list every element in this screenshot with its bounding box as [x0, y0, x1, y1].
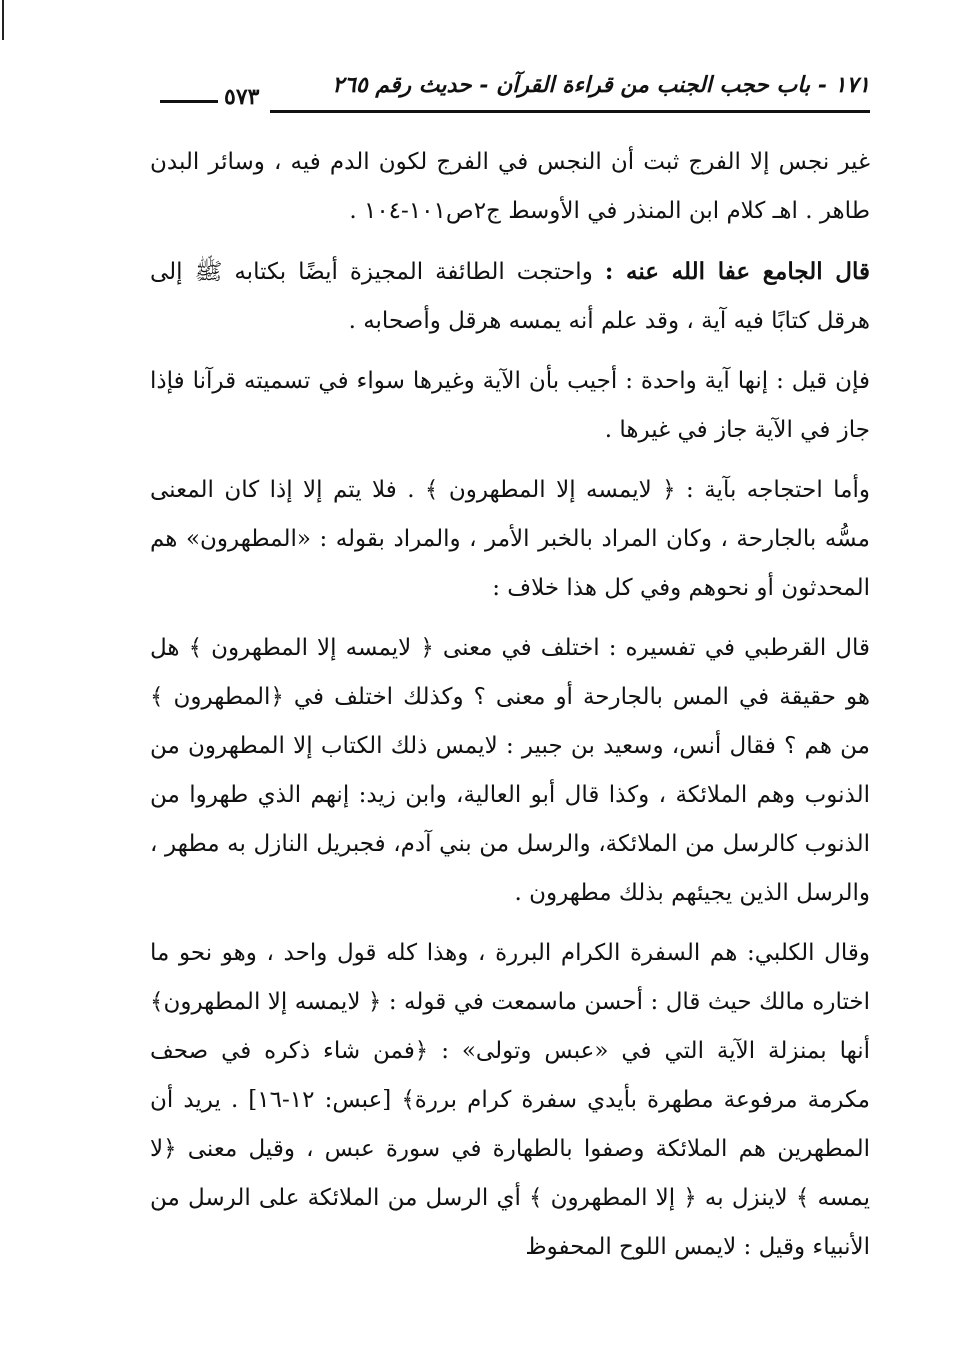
- paragraph: [150, 929, 870, 1272]
- paragraph: [150, 624, 870, 918]
- paragraph: [150, 357, 870, 455]
- paragraph-text: غير نجس إلا الفرج ثبت أن النجس في الفرج لكون الدم فيه ، وسائر البدن طاهر . اهـ كلام ابن المنذر في الأوسط ج٢ص١٠١-١٠٤ .: [150, 149, 870, 224]
- page-number: ٥٧٣: [224, 84, 260, 110]
- paragraph-text: وقال الكلبي: هم السفرة الكرام البررة ، وهذا كله قول واحد ، وهو نحو ما اختاره مالك حيث قال : أحسن ماسمعت في قوله : ﴿ لايمسه إلا المطهرون﴾ أنها بمنزلة الآية التي في «عبس وتولى» : ﴿فمن شاء ذكره في صحف مكرمة مرفوعة مطهرة بأيدي سفرة كرام بررة﴾ [عبس: ١٢-١٦] . يريد أن المطهرين هم الملائكة وصفوا بالطهارة في سورة عبس ، وقيل معنى ﴿لا يمسه ﴾ لاينزل به ﴿ إلا المطهرون ﴾ أي الرسل من الملائكة على الرسل من الأنبياء وقيل : لايمس اللوح المحفوظ: [150, 940, 870, 1260]
- header-rule: [270, 110, 870, 113]
- page-header: [160, 60, 870, 120]
- paragraph: [150, 247, 870, 346]
- paragraph-text: قال القرطبي في تفسيره : اختلف في معنى ﴿ لايمسه إلا المطهرون ﴾ هل هو حقيقة في المس بالجارحة أو معنى ؟ وكذلك اختلف في ﴿المطهرون ﴾ من هم ؟ فقال أنس، وسعيد بن جبير : لايمس ذلك الكتاب إلا المطهرون من الذنوب وهم الملائكة ، وكذا قال أبو العالية، وابن زيد: إنهم الذي طهروا من الذنوب كالرسل من الملائكة، والرسل من بني آدم، فجبريل النازل به مطهر ، والرسل الذين يجيئهم بذلك مطهرون .: [150, 635, 870, 906]
- header-rule-short: [160, 100, 218, 103]
- paragraph-text: واحتجت الطائفة المجيزة أيضًا بكتابه ﷺ إلى هرقل كتابًا فيه آية ، وقد علم أنه يمسه هرقل وأصحابه .: [150, 259, 870, 334]
- paragraph-lead: قال الجامع عفا الله عنه :: [604, 258, 870, 285]
- page-body: [150, 138, 870, 1283]
- paragraph-text: فإن قيل : إنها آية واحدة : أجيب بأن الآية وغيرها سواء في تسميته قرآنا فإذا جاز في الآية جاز في غيرها .: [150, 368, 870, 443]
- page-edge-mark: [2, 0, 4, 40]
- paragraph: [150, 466, 870, 613]
- paragraph-text: وأما احتجاجه بآية : ﴿ لايمسه إلا المطهرون ﴾ . فلا يتم إلا إذا كان المعنى مسُّه بالجارحة ، وكان المراد بالخبر الأمر ، والمراد بقوله : «المطهرون» هم المحدثون أو نحوهم وفي كل هذا خلاف :: [150, 477, 870, 601]
- paragraph: [150, 138, 870, 236]
- running-head: ١٧١ - باب حجب الجنب من قراءة القرآن - حديث رقم ٢٦٥: [332, 72, 870, 98]
